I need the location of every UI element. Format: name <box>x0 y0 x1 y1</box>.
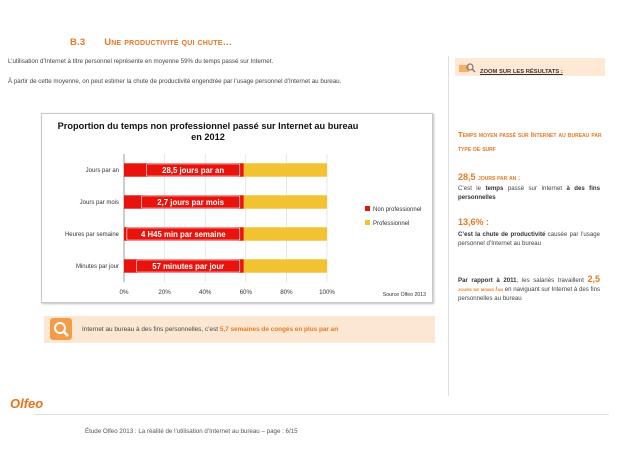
intro-paragraph-1: L’utilisation d’Internet à titre personnel représente en moyenne 59% du temps passé sur Internet. <box>8 58 274 65</box>
x-tick-label: 100% <box>319 289 335 296</box>
legend-label: Non professionnel <box>373 207 422 213</box>
stat3-text-b: , les salariés travaillent <box>516 277 588 284</box>
stat2-value: 13,6% : <box>458 217 490 227</box>
x-tick-label: 60% <box>239 289 252 296</box>
x-tick-label: 40% <box>199 289 212 296</box>
zoom-icon <box>458 61 476 79</box>
stat1-unit: jours par an : <box>478 175 521 182</box>
stat2-text-a: C’est la chute de productivité <box>458 231 546 238</box>
bar-data-label: 28,5 jours par an <box>162 165 225 175</box>
stat3-text-a: Par rapport à 2011 <box>458 277 517 284</box>
stat3-unit: jours de moins /an <box>458 285 504 293</box>
x-tick-label: 20% <box>158 289 171 296</box>
stat1-text-b: temps <box>485 185 504 192</box>
chart-title-line-2: en 2012 <box>191 132 225 142</box>
stat1-text <box>458 185 600 203</box>
bar-segment-professionnel <box>244 195 327 208</box>
footer-text: Étude Olfeo 2013 : La réalité de l’utilisation d’Internet au bureau – page : 6/15 <box>85 428 298 435</box>
stat3-text <box>458 275 600 303</box>
callout-highlight: 5,7 semaines de congés en plus par an <box>219 326 339 333</box>
stat1-text-c: passé sur Internet <box>503 185 567 192</box>
chart-source: Source Olfeo 2013 <box>382 292 426 298</box>
y-category-label: Jours par an <box>85 168 119 174</box>
x-tick-label: 0% <box>119 289 129 296</box>
stacked-bar-chart <box>42 114 432 302</box>
stat2-text-b: causée par l’usage personnel d’Internet au bureau <box>458 231 600 247</box>
magnifier-icon <box>50 318 72 340</box>
bar-segment-professionnel <box>244 227 327 240</box>
y-category-label: Heures par semaine <box>64 232 119 238</box>
bar-data-label: 57 minutes par jour <box>152 261 225 271</box>
callout-text <box>82 326 338 333</box>
footer-divider <box>34 414 609 415</box>
bar-data-label: 4 H45 min par semaine <box>141 229 226 239</box>
olfeo-logo: Olfeo <box>10 396 44 411</box>
section-number: B.3 <box>70 37 86 48</box>
callout-text-main: Internet au bureau à des fins personnelles, c’est <box>82 326 220 333</box>
stat1-value: 28,5 <box>458 172 476 182</box>
stat1-text-d: à des fins personnelles <box>458 185 600 201</box>
bar-data-label: 2,7 jours par mois <box>157 197 225 207</box>
section-title: Une productivité qui chute… <box>104 37 233 48</box>
stat1-heading <box>458 172 520 182</box>
chart-frame <box>41 113 433 303</box>
stat1-text-a: C’est le <box>458 185 486 192</box>
bar-segment-professionnel <box>244 163 327 176</box>
sidebar-title: Temps moyen passé sur Internet au bureau par type de surf <box>458 130 602 153</box>
legend-label: Professionnel <box>373 221 410 227</box>
intro-paragraph-2: À partir de cette moyenne, on peut estimer la chute de productivité engendrée par l’usage personnel d’Internet au bureau. <box>8 78 342 85</box>
x-tick-label: 80% <box>280 289 293 296</box>
zoom-label: ZOOM SUR LES RÉSULTATS : <box>480 69 563 75</box>
stat2-text <box>458 231 600 249</box>
legend-swatch <box>365 206 370 211</box>
chart-title-line-1: Proportion du temps non professionnel passé sur Internet au bureau <box>57 121 359 131</box>
y-category-label: Jours par mois <box>79 200 119 206</box>
section-heading <box>70 37 232 48</box>
y-category-label: Minutes par jour <box>75 264 119 270</box>
stat3-value: 2,5 <box>587 274 600 284</box>
legend-swatch <box>365 220 370 225</box>
stat3-text-c: en naviguant sur Internet à des fins personnelles au bureau <box>458 285 601 302</box>
bar-segment-professionnel <box>244 259 327 272</box>
